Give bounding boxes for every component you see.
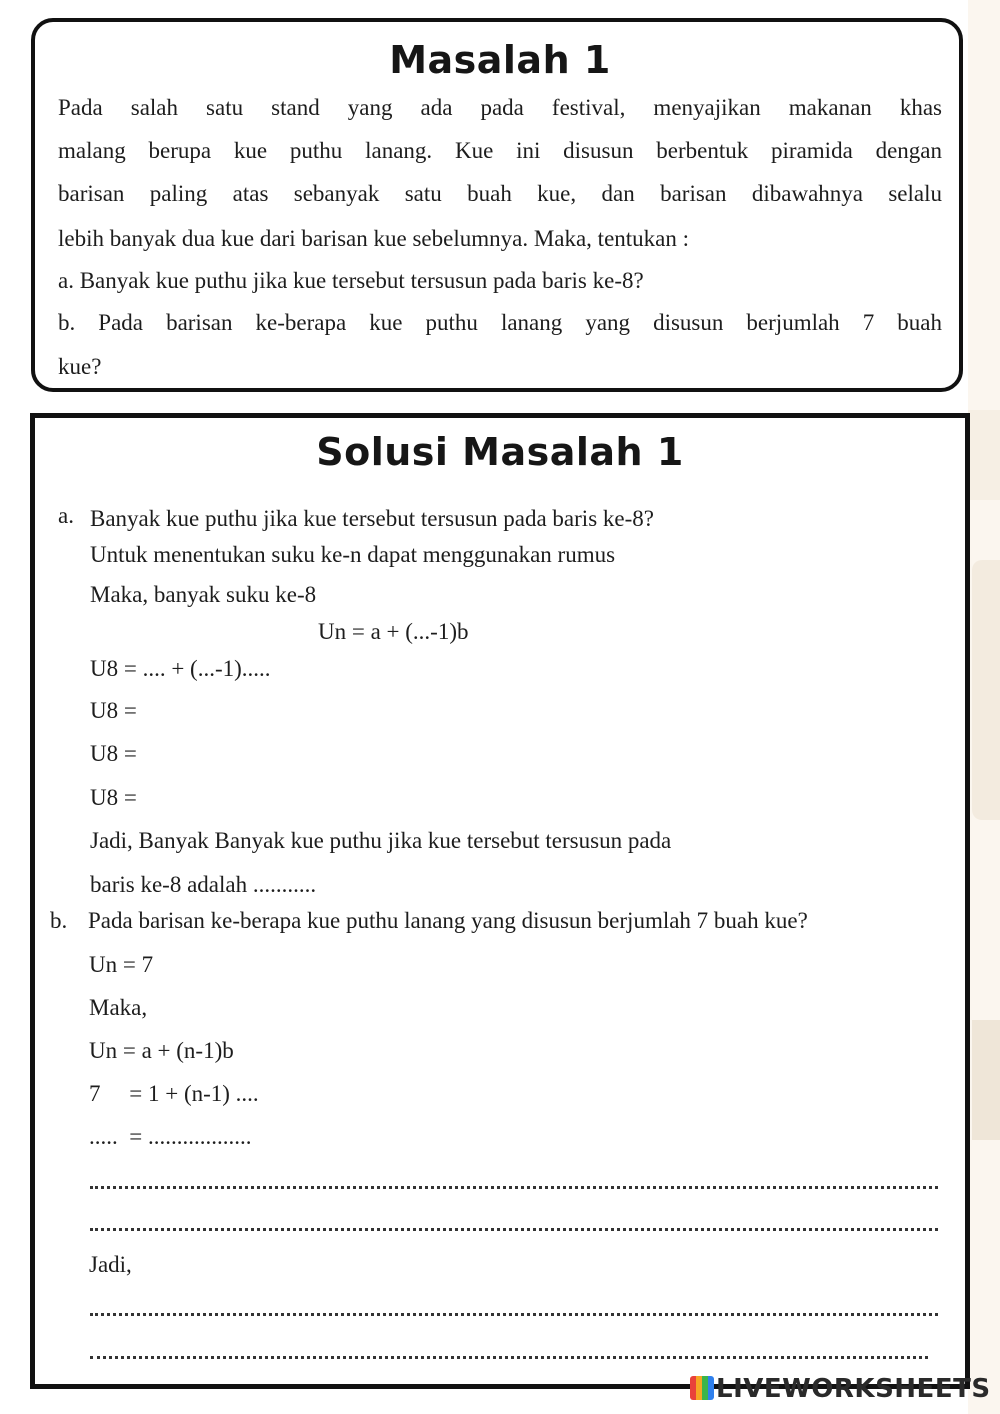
part-b-marker: b. xyxy=(50,908,68,933)
answer-dotted-line[interactable] xyxy=(90,1307,938,1316)
formula: Un = a + (...-1)b xyxy=(318,619,469,644)
background-decoration xyxy=(972,1020,1000,1140)
question-b: b. Pada barisan ke-berapa kue puthu lanang yang disusun berjumlah 7 buah xyxy=(58,310,942,335)
problem-title: Masalah 1 xyxy=(389,38,611,82)
part-b-jadi: Jadi, xyxy=(89,1252,132,1277)
part-b-text: Un = 7 xyxy=(89,952,154,977)
answer-line[interactable]: U8 = xyxy=(90,698,137,723)
answer-line[interactable]: U8 = xyxy=(90,741,137,766)
question-b-cont: kue? xyxy=(58,354,102,379)
liveworksheets-logo-icon xyxy=(690,1376,714,1400)
problem-text-line: lebih banyak dua kue dari barisan kue sebelumnya. Maka, tentukan : xyxy=(58,226,690,251)
answer-line[interactable]: U8 = .... + (...-1)..... xyxy=(90,656,271,681)
answer-dotted-line[interactable] xyxy=(90,1180,938,1189)
liveworksheets-logo xyxy=(690,1374,991,1404)
formula: Un = a + (n-1)b xyxy=(89,1038,234,1063)
part-b-text: Maka, xyxy=(89,995,148,1020)
brand-text: LIVEWORKSHEETS xyxy=(716,1374,991,1404)
conclusion-text: Jadi, Banyak Banyak kue puthu jika kue tersebut tersusun pada xyxy=(90,828,672,853)
part-a-question: Banyak kue puthu jika kue tersebut tersusun pada baris ke-8? xyxy=(90,506,654,531)
part-a-text: Untuk menentukan suku ke-n dapat menggunakan rumus xyxy=(90,542,616,567)
answer-line[interactable]: 7 = 1 + (n-1) .... xyxy=(89,1081,259,1106)
answer-dotted-line[interactable] xyxy=(90,1350,928,1359)
answer-dotted-line[interactable] xyxy=(90,1222,938,1231)
solution-title: Solusi Masalah 1 xyxy=(316,430,684,474)
background-decoration xyxy=(972,560,1000,820)
part-a-text: Maka, banyak suku ke-8 xyxy=(90,582,317,607)
problem-text-line: barisan paling atas sebanyak satu buah kue, dan barisan dibawahnya selalu xyxy=(58,181,942,206)
question-a: a. Banyak kue puthu jika kue tersebut tersusun pada baris ke-8? xyxy=(58,268,644,293)
problem-text-line: Pada salah satu stand yang ada pada festival, menyajikan makanan khas xyxy=(58,95,942,120)
part-a-marker: a. xyxy=(58,503,74,528)
conclusion-answer[interactable]: baris ke-8 adalah ........... xyxy=(90,872,317,897)
answer-line[interactable]: U8 = xyxy=(90,785,137,810)
answer-line[interactable]: ..... = .................. xyxy=(89,1124,252,1149)
problem-text-line: malang berupa kue puthu lanang. Kue ini disusun berbentuk piramida dengan xyxy=(58,138,942,163)
part-b-question: Pada barisan ke-berapa kue puthu lanang yang disusun berjumlah 7 buah kue? xyxy=(88,908,808,933)
